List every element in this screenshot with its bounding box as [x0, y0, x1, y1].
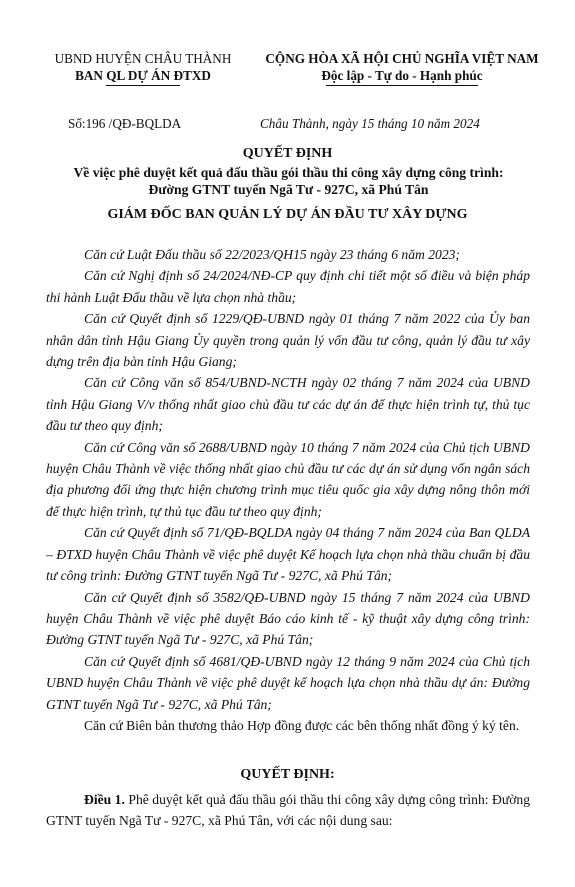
subject-line-1: Về việc phê duyệt kết quả đấu thầu gói thầu thi công xây dựng công trình: [73, 165, 504, 180]
basis-paragraph-plain: Căn cứ Biên bản thương thảo Hợp đồng được các bên thống nhất đồng ý ký tên. [84, 717, 520, 733]
national-motto: Độc lập - Tự do - Hạnh phúc [321, 68, 483, 83]
issuer-name: BAN QL DỰ ÁN ĐTXD [75, 68, 211, 83]
national-header [252, 50, 552, 86]
article-1-paragraph [46, 789, 530, 832]
article-1-label: Điều 1. [84, 792, 125, 807]
national-name: CỘNG HÒA XÃ HỘI CHỦ NGHĨA VIỆT NAM [265, 51, 539, 66]
basis-paragraph: Căn cứ Quyết định số 4681/QĐ-UBND ngày 12 tháng 9 năm 2024 của Chủ tịch UBND huyện Châu Thành về việc phê duyệt kế hoạch lựa chọn nhà thầu dự án: Đường GTNT tuyến Ngã Tư - 927C, xã Phú Tân; [46, 653, 530, 712]
document-title: QUYẾT ĐỊNH [242, 146, 333, 161]
issuer-parent: UBND HUYỆN CHÂU THÀNH [54, 51, 232, 66]
legal-bases [46, 244, 530, 736]
basis-paragraph: Căn cứ Nghị định số 24/2024/NĐ-CP quy định chi tiết một số điều và biện pháp thi hành Luật Đấu thầu về lựa chọn nhà thầu; [46, 268, 530, 305]
basis-paragraph: Căn cứ Công văn số 2688/UBND ngày 10 tháng 7 năm 2024 của Chủ tịch UBND huyện Châu Thành về việc thống nhất giao chủ đầu tư các dự án sử dụng vốn ngân sách địa phương đối ứng thực hiện chương trình mục tiêu quốc gia xây dựng nông thôn mới để thực hiện trình, tự thủ tục đầu tư theo quy định; [46, 439, 530, 519]
motto-underline [326, 85, 478, 86]
issuer-header [38, 50, 248, 86]
authority-heading: GIÁM ĐỐC BAN QUẢN LÝ DỰ ÁN ĐẦU TƯ XÂY DỰNG [107, 207, 468, 222]
document-subject [36, 164, 541, 198]
basis-paragraph: Căn cứ Quyết định số 1229/QĐ-UBND ngày 01 tháng 7 năm 2022 của Ủy ban nhân dân tỉnh Hậu Giang Ủy quyền trong quản lý vốn đầu tư công, quản lý đầu tư xây dựng trên địa bàn tỉnh Hậu Giang; [46, 311, 530, 370]
basis-paragraph: Căn cứ Quyết định số 3582/QĐ-UBND ngày 15 tháng 7 năm 2024 của UBND huyện Châu Thành về việc phê duyệt Báo cáo kinh tế - kỹ thuật xây dựng công trình: Đường GTNT tuyến Ngã Tư - 927C, xã Phú Tân; [46, 589, 530, 648]
decision-heading: QUYẾT ĐỊNH: [240, 767, 335, 782]
document-date: Châu Thành, ngày 15 tháng 10 năm 2024 [260, 116, 480, 131]
basis-paragraph: Căn cứ Công văn số 854/UBND-NCTH ngày 02 tháng 7 năm 2024 của UBND tỉnh Hậu Giang V/v thống nhất giao chủ đầu tư các dự án để thực hiện trình tự, thủ tục đầu tư theo quy định; [46, 375, 530, 434]
subject-line-2: Đường GTNT tuyến Ngã Tư - 927C, xã Phú Tân [148, 182, 429, 197]
article-1-text: Phê duyệt kết quả đấu thầu gói thầu thi công xây dựng công trình: Đường GTNT tuyến Ngã Tư - 927C, xã Phú Tân, với các nội dung sau: [46, 792, 530, 829]
issuer-underline [106, 85, 180, 86]
article-1 [46, 789, 530, 832]
basis-paragraph: Căn cứ Luật Đấu thầu số 22/2023/QH15 ngày 23 tháng 6 năm 2023; [84, 247, 460, 262]
basis-paragraph: Căn cứ Quyết định số 71/QĐ-BQLDA ngày 04 tháng 7 năm 2024 của Ban QLDA – ĐTXD huyện Châu Thành về việc phê duyệt Kế hoạch lựa chọn nhà thầu chuẩn bị đầu tư công trình: Đường GTNT tuyến Ngã Tư - 927C, xã Phú Tân; [46, 525, 530, 584]
document-number: Số:196 /QĐ-BQLDA [68, 116, 182, 131]
